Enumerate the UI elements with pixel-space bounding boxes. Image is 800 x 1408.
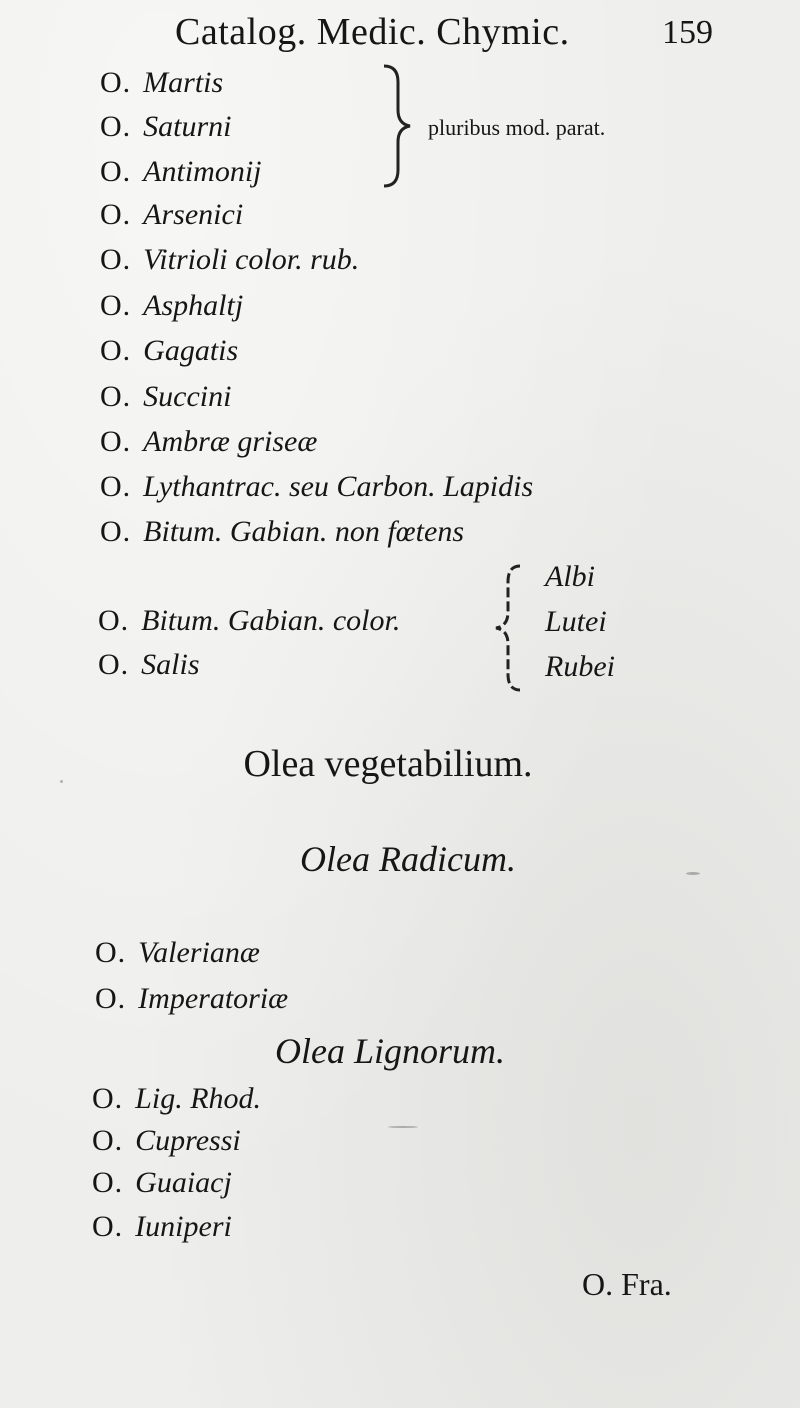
list-item: O. Antimonij: [100, 155, 262, 188]
color-option: Albi: [545, 560, 595, 593]
brace-note: pluribus mod. parat.: [428, 115, 606, 140]
ink-speck: [686, 872, 700, 875]
list-item: O. Iuniperi: [92, 1210, 232, 1243]
catchword: O. Fra.: [582, 1266, 672, 1302]
list-item: O. Bitum. Gabian. color.: [98, 604, 401, 637]
color-option: Rubei: [545, 650, 615, 683]
page-number: 159: [662, 14, 713, 51]
list-item: O. Asphaltj: [100, 289, 244, 322]
running-header: Catalog. Medic. Chymic.: [175, 11, 570, 53]
list-item: O. Ambræ griseæ: [100, 425, 318, 458]
subsection-title-lignorum: Olea Lignorum.: [274, 1031, 505, 1071]
ink-speck: [60, 780, 63, 783]
list-item: O. Lythantrac. seu Carbon. Lapidis: [100, 470, 534, 503]
section-title: Olea vegetabilium.: [243, 743, 533, 785]
ink-speck: [388, 1126, 418, 1128]
list-item: O. Salis: [98, 648, 200, 681]
list-item: O. Gagatis: [100, 334, 239, 367]
subsection-title-radicum: Olea Radicum.: [300, 839, 516, 879]
list-item: O. Bitum. Gabian. non fœtens: [100, 515, 465, 548]
list-item: O. Valerianæ: [95, 936, 260, 969]
list-item: O. Guaiacj: [92, 1166, 232, 1199]
list-item: O. Imperatoriæ: [95, 982, 289, 1015]
color-option: Lutei: [545, 605, 607, 638]
list-item: O. Lig. Rhod.: [92, 1082, 262, 1115]
list-item: O. Martis: [100, 66, 224, 99]
right-brace-icon: [378, 62, 418, 192]
list-item: O. Arsenici: [100, 198, 244, 231]
left-brace-icon: [492, 562, 528, 694]
list-item: O. Vitrioli color. rub.: [100, 243, 360, 276]
list-item: O. Succini: [100, 380, 232, 413]
list-item: O. Cupressi: [92, 1124, 241, 1157]
list-item: O. Saturni: [100, 110, 232, 143]
